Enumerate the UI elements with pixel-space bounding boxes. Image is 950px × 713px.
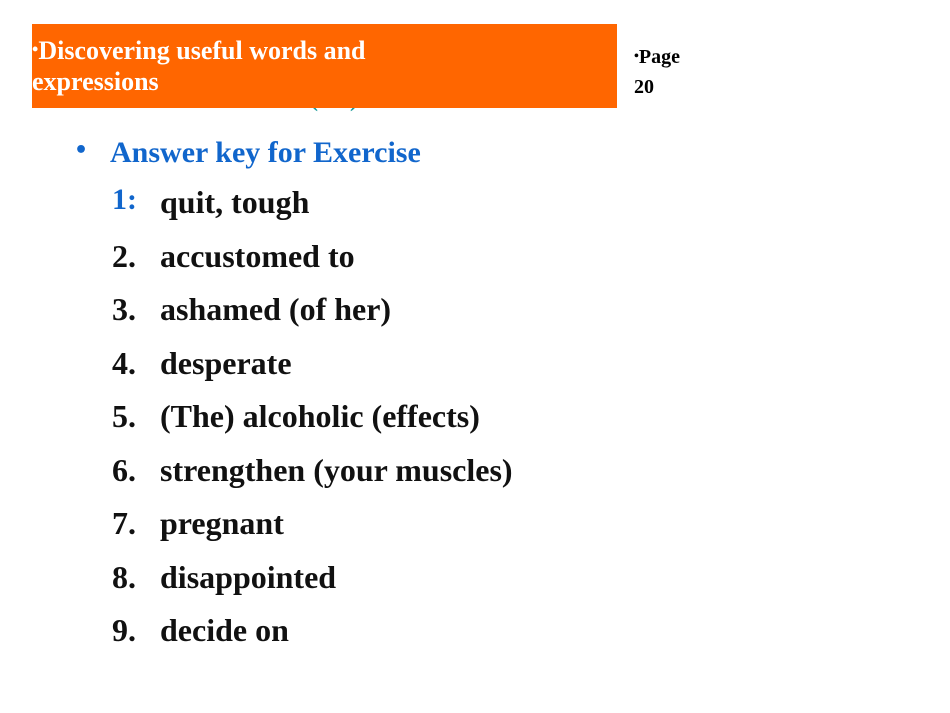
item-text: disappointed [160,558,337,595]
item-number: 7. [112,505,136,541]
page-number: 20 [634,76,654,98]
item-number: 4. [112,344,136,381]
answer-list [112,180,513,662]
list-item [112,448,513,502]
list-item [112,394,513,448]
item-text: decide on [160,612,289,648]
item-number: 2. [112,237,136,274]
banner-line-1 [32,34,617,66]
list-item [112,234,513,288]
bullet-icon: • [634,49,639,64]
item-number: 5. [112,398,136,434]
item-number: 8. [112,558,136,595]
item-number: 9. [112,612,136,648]
banner-text-1: Discovering useful words and [38,36,366,65]
list-item [112,501,513,555]
page-label: Page [638,46,680,68]
banner-text-2: expressions [32,67,159,96]
item-text: (The) alcoholic (effects) [160,398,480,434]
heading-text: Answer key for Exercise [110,136,421,169]
item-text: desperate [160,344,292,381]
list-item [112,180,513,234]
page-reference [634,42,680,102]
answer-key-heading [74,136,421,170]
item-text: accustomed to [160,237,355,274]
heading-continuation: 1: [112,183,137,216]
item-number: 6. [112,451,136,488]
item-number: 3. [112,291,136,327]
list-item [112,608,513,662]
list-item [112,555,513,609]
bullet-icon: • [32,39,39,59]
page-ref-line-1 [634,42,680,72]
item-text: strengthen (your muscles) [160,451,513,488]
title-banner [32,24,617,108]
item-text: quit, tough [160,184,310,220]
list-item [112,287,513,341]
bullet-icon: • [74,138,89,163]
item-text: pregnant [160,505,284,541]
list-item [112,341,513,395]
item-text: ashamed (of her) [160,291,392,327]
